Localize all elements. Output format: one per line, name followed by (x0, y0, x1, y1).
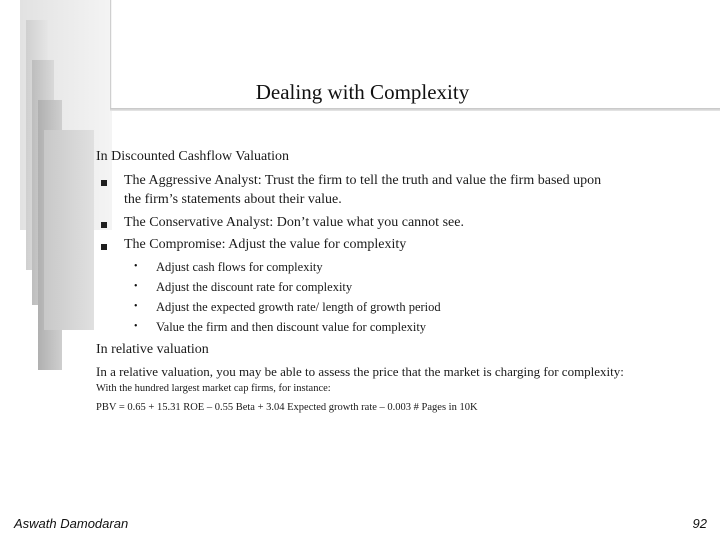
subbullet-item: Adjust cash flows for complexity (156, 260, 323, 274)
subbullet-item: Adjust the expected growth rate/ length of growth period (156, 300, 441, 314)
example-intro: With the hundred largest market cap firms, for instance: (96, 383, 331, 394)
square-bullet-icon (101, 244, 107, 250)
dot-bullet-icon: • (134, 321, 138, 332)
slide-title: Dealing with Complexity (255, 80, 470, 104)
bullet-text: : Adjust the value for complexity (221, 237, 407, 252)
bullet-label: The Compromise (124, 237, 222, 252)
bullet-aggressive (124, 173, 601, 189)
page-number: 92 (692, 516, 707, 531)
dot-bullet-icon: • (134, 261, 138, 272)
dot-bullet-icon: • (134, 301, 138, 312)
decorative-bar (44, 130, 94, 330)
relative-valuation-text: In a relative valuation, you may be able to assess the price that the market is charging for complexity: (96, 364, 624, 379)
bullet-label: The Conservative Analyst (124, 215, 270, 230)
bullet-text: : Trust the firm to tell the truth and value the firm based upon (257, 173, 602, 188)
bullet-text: : Don’t value what you cannot see. (269, 215, 464, 230)
section-heading-relative: In relative valuation (96, 342, 209, 357)
regression-equation: PBV = 0.65 + 15.31 ROE – 0.55 Beta + 3.04 Expected growth rate – 0.003 # Pages in 10K (96, 402, 478, 413)
subbullet-item: Value the firm and then discount value for complexity (156, 320, 427, 334)
bullet-compromise (124, 237, 406, 253)
square-bullet-icon (101, 180, 107, 186)
footer-author: Aswath Damodaran (14, 516, 129, 531)
section-heading-dcf: In Discounted Cashflow Valuation (96, 149, 289, 164)
title-divider (110, 108, 720, 111)
subbullet-item: Adjust the discount rate for complexity (156, 280, 353, 294)
bullet-aggressive-continuation: the firm’s statements about their value. (124, 192, 342, 207)
bullet-conservative (124, 215, 464, 231)
square-bullet-icon (101, 222, 107, 228)
bullet-label: The Aggressive Analyst (124, 173, 258, 188)
dot-bullet-icon: • (134, 281, 138, 292)
